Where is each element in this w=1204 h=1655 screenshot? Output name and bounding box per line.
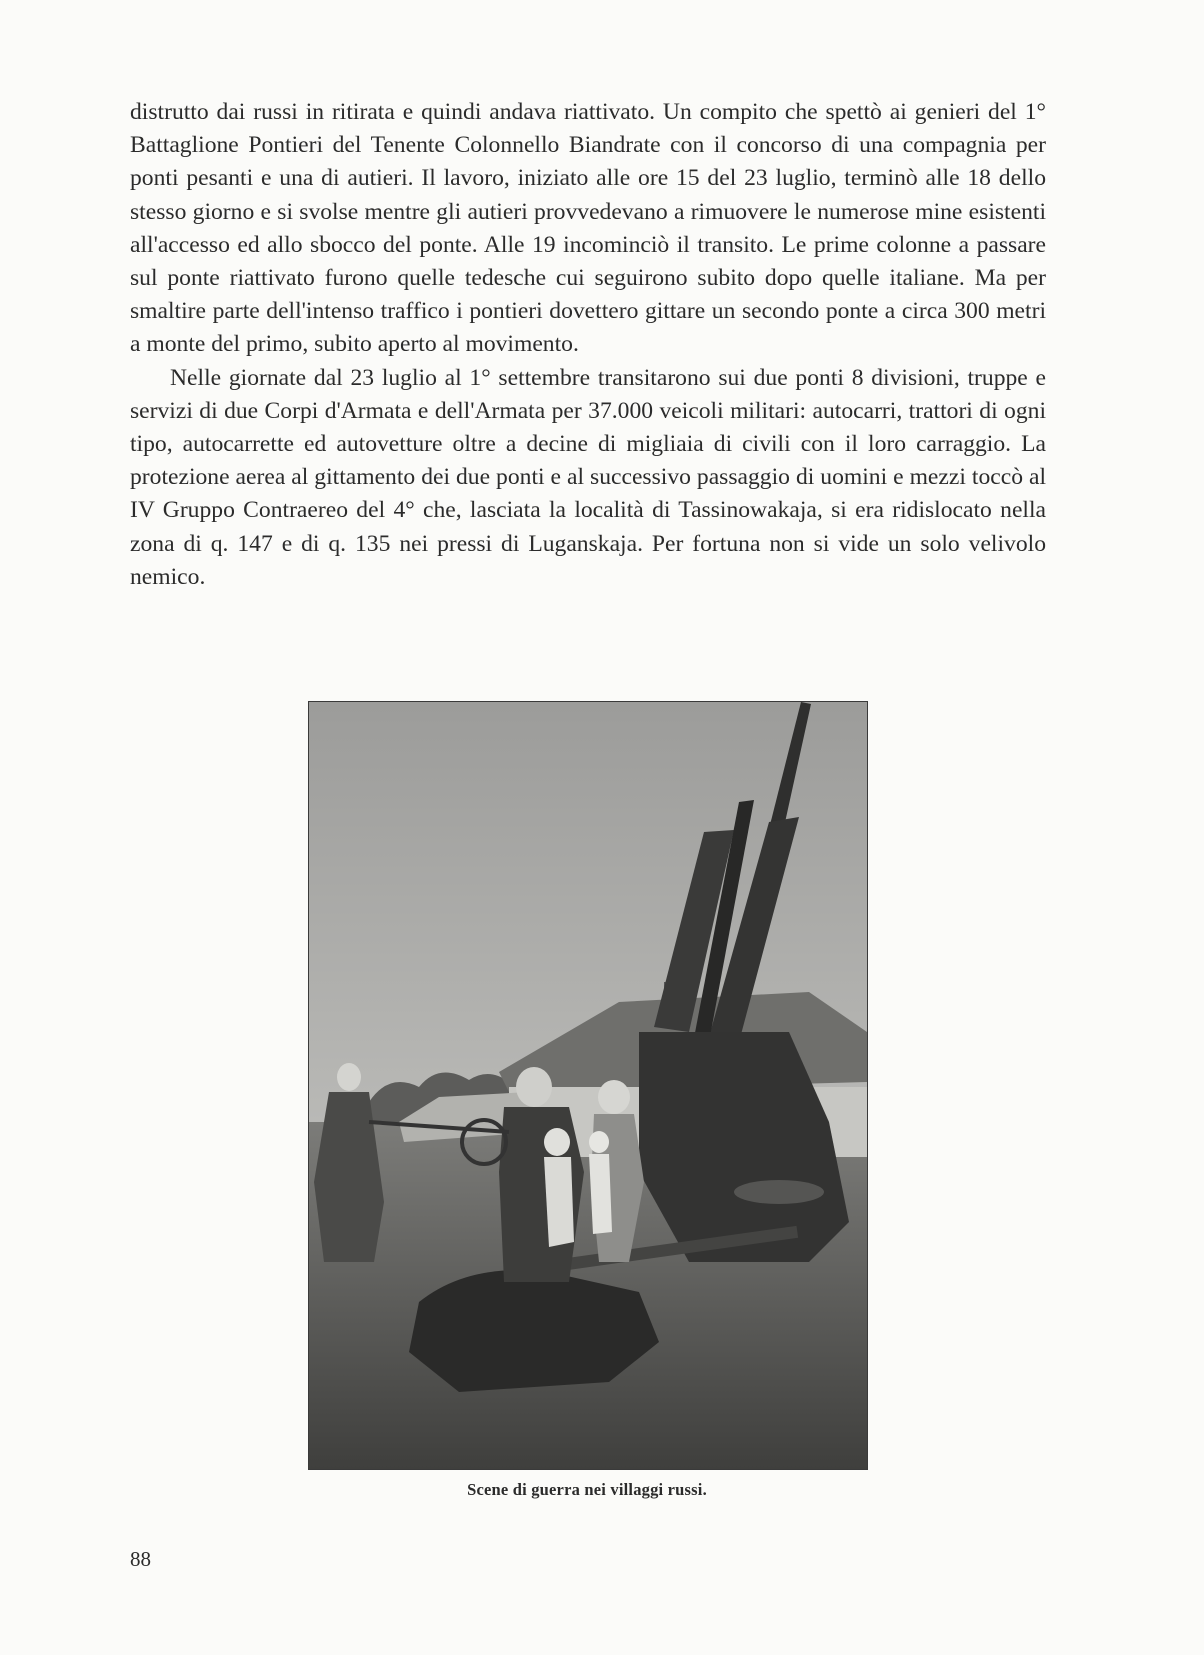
photo-caption: Scene di guerra nei villaggi russi. [467, 1480, 707, 1499]
photo-illustration [309, 702, 867, 1469]
paragraph-2: Nelle giornate dal 23 luglio al 1° settembre transitarono sui due ponti 8 divisioni, truppe e servizi di due Corpi d'Armata e dell'Armata per 37.000 veicoli militari: autocarri, trattori di ogni tipo, autocarrette ed autovetture oltre a decine di migliaia di civili con il loro carraggio. La protezione aerea al gittamento dei due ponti e al successivo passaggio di uomini e mezzi toccò al IV Gruppo Contraereo del 4° che, lasciata la località di Tassinowakaja, si era ridislocato nella zona di q. 147 e di q. 135 nei pressi di Luganskaja. Per fortuna non si vide un solo velivolo nemico. [130, 364, 1046, 590]
child-1-head [544, 1128, 570, 1156]
woman-left-head [337, 1063, 361, 1091]
page-number: 88 [130, 1547, 151, 1571]
woman-center-head [516, 1067, 552, 1107]
body-text [130, 96, 1046, 594]
child-2-head [598, 1080, 630, 1114]
gun-seat [734, 1180, 824, 1204]
war-scene-photograph [308, 701, 868, 1470]
child-1 [544, 1157, 574, 1247]
child-3 [589, 1154, 612, 1234]
child-3-head [589, 1131, 609, 1153]
paragraph-1: distrutto dai russi in ritirata e quindi andava riattivato. Un compito che spettò ai genieri del 1° Battaglione Pontieri del Tenente Colonnello Biandrate con il concorso di una compagnia per ponti pesanti e una di autieri. Il lavoro, iniziato alle ore 15 del 23 luglio, terminò alle 18 dello stesso giorno e si svolse mentre gli autieri provvedevano a rimuovere le numerose mine esistenti all'accesso ed allo sbocco del ponte. Alle 19 incominciò il transito. Le prime colonne a passare sul ponte riattivato furono quelle tedesche cui seguirono subito dopo quelle italiane. Ma per smaltire parte dell'intenso traffico i pontieri dovettero gittare un secondo ponte a circa 300 metri a monte del primo, subito aperto al movimento. [130, 99, 1046, 358]
